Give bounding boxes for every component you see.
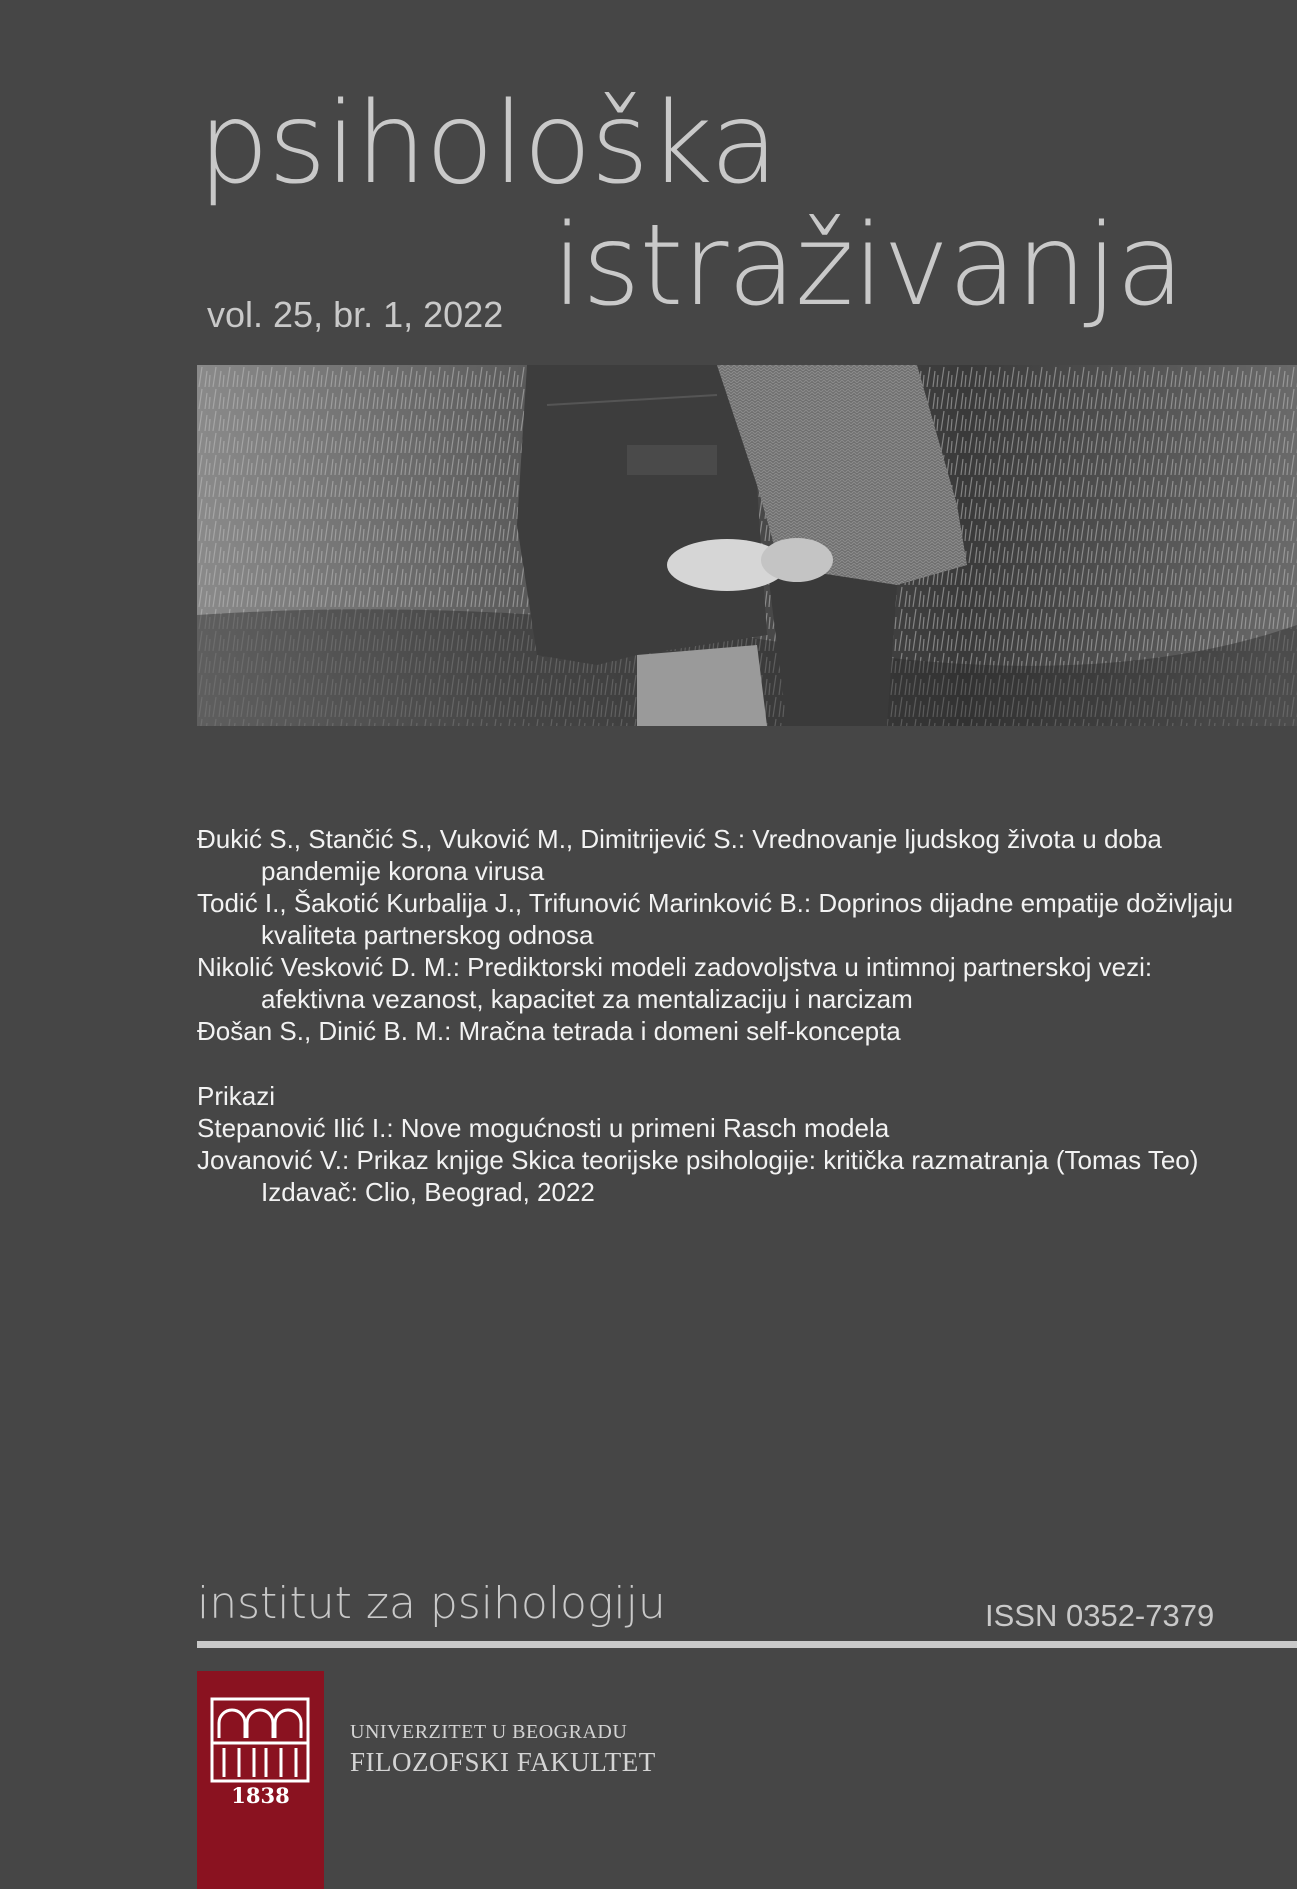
institute-name: institut za psihologiju	[197, 1578, 666, 1629]
article-entry-1: Đukić S., Stančić S., Vuković M., Dimitrijević S.: Vrednovanje ljudskog života u doba pandemije korona virusa	[197, 824, 1162, 886]
logo-year: 1838	[231, 1783, 290, 1808]
photo-icon	[197, 365, 1297, 726]
divider-rule	[197, 1641, 1297, 1648]
journal-title-line1: psihološka	[198, 79, 778, 209]
faculty-name: FILOZOFSKI FAKULTET	[350, 1747, 656, 1777]
journal-title-line2: istraživanja	[552, 201, 1184, 331]
review-entry-1: Stepanović Ilić I.: Nove mogućnosti u primeni Rasch modela	[197, 1113, 890, 1143]
university-logo	[197, 1671, 324, 1889]
cover-photo	[197, 365, 1297, 726]
issn-number: ISSN 0352-7379	[985, 1598, 1215, 1633]
building-arches-icon	[209, 1693, 311, 1785]
article-entry-4: Đošan S., Dinić B. M.: Mračna tetrada i domeni self-koncepta	[197, 1016, 901, 1046]
reviews-heading: Prikazi	[197, 1081, 276, 1111]
university-name: UNIVERZITET U BEOGRADU	[350, 1721, 628, 1743]
article-entry-3: Nikolić Vesković D. M.: Prediktorski modeli zadovoljstva u intimnoj partnerskoj vezi: afektivna vezanost, kapacitet za mentalizaciju i narcizam	[197, 952, 1153, 1014]
review-entry-2: Jovanović V.: Prikaz knjige Skica teorijske psihologije: kritička razmatranja (Tomas Teo) Izdavač: Clio, Beograd, 2022	[197, 1145, 1199, 1207]
volume-info: vol. 25, br. 1, 2022	[207, 294, 504, 335]
article-entry-2: Todić I., Šakotić Kurbalija J., Trifunović Marinković B.: Doprinos dijadne empatije doživljaju kvaliteta partnerskog odnosa	[197, 888, 1234, 950]
table-of-contents	[197, 823, 1257, 1208]
